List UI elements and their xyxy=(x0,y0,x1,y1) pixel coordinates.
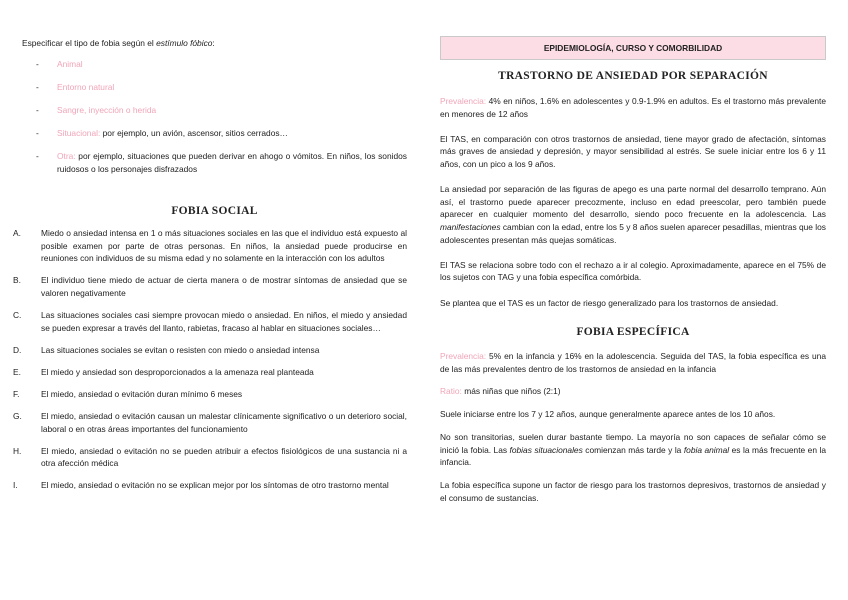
criteria-list xyxy=(13,227,407,501)
list-item: A. Miedo o ansiedad intensa en 1 o más situaciones sociales en las que el individuo está expuesto al posible examen por parte de otras personas. En niños, la ansiedad puede producirse en reuniones con individuos de su misma edad y no solamente en la interacción con los adultos xyxy=(13,228,407,264)
list-item: F. El miedo, ansiedad o evitación duran mínimo 6 meses xyxy=(13,388,243,399)
fe-paragraph: Suele iniciarse entre los 7 y 12 años, aunque generalmente aparece antes de los 10 años. xyxy=(440,409,776,420)
specific-phobia-heading: FOBIA ESPECÍFICA xyxy=(576,326,690,338)
list-item: C. Las situaciones sociales casi siempre provocan miedo o ansiedad. En niños, el miedo y ansiedad se pueden expresar a través del llanto, rabietas, fracaso al hablar en situaciones sociales… xyxy=(13,309,407,333)
tas-paragraph: La ansiedad por separación de las figuras de apego es una parte normal del desarrollo temprano. Aún así, el trastorno puede aparecer precozmente, incluso en edad preescolar, pero también puede aparecer en cualquier momento del desarrollo, siendo poco frecuente en la adolescencia. Las manifestaciones cambian con la edad, entre los 5 y 8 años suelen aparecer pesadillas, mientras que los adolescentes presentan más quejas somáticas. xyxy=(440,184,826,245)
epidemiology-banner: EPIDEMIOLOGÍA, CURSO Y COMORBILIDAD xyxy=(440,36,826,60)
fe-paragraph: La fobia específica supone un factor de riesgo para los trastornos depresivos, trastornos de ansiedad y el consumo de sustancias. xyxy=(440,479,826,503)
list-item: E. El miedo y ansiedad son desproporcionados a la amenaza real planteada xyxy=(13,366,314,377)
specify-phobia-title: Especificar el tipo de fobia según el estímulo fóbico: xyxy=(22,38,215,48)
fe-prevalence: Prevalencia: 5% en la infancia y 16% en la adolescencia. Seguida del TAS, la fobia específica es una de las más prevalentes dentro de los trastornos de ansiedad en la infancia xyxy=(440,351,826,374)
tas-heading: TRASTORNO DE ANSIEDAD POR SEPARACIÓN xyxy=(498,70,768,82)
list-item: - Otra: por ejemplo, situaciones que pueden derivar en ahogo o vómitos. En niños, los sonidos ruidosos o los personajes disfrazados xyxy=(36,150,407,174)
tas-section xyxy=(440,95,826,322)
list-item: H. El miedo, ansiedad o evitación no se pueden atribuir a efectos fisiológicos de una sustancia ni a otra afección médica xyxy=(13,445,407,469)
fe-paragraph: No son transitorias, suelen durar bastante tiempo. La mayoría no son capaces de señalar cómo se inició la fobia. Las fobias situacionales comienzan más tarde y la fobia animal es la más frecuente en la infancia. xyxy=(440,431,826,468)
specific-phobia-section xyxy=(440,350,826,514)
phobia-type-list xyxy=(22,58,407,186)
tas-paragraph: El TAS, en comparación con otros trastornos de ansiedad, tiene mayor grado de afectación, síntomas más graves de ansiedad y depresión, y mayor sensibilidad al estrés. Se suele iniciar entre los 6 y 11 años, con un pico a los 9 años. xyxy=(440,133,826,169)
list-item: - Sangre, inyección o herida xyxy=(36,104,157,115)
list-item: I. El miedo, ansiedad o evitación no se explican mejor por los síntomas de otro trastorno mental xyxy=(13,480,389,491)
social-phobia-heading: FOBIA SOCIAL xyxy=(171,205,258,217)
list-item: - Situacional: por ejemplo, un avión, ascensor, sitios cerrados… xyxy=(36,127,288,138)
tas-paragraph: El TAS se relaciona sobre todo con el rechazo a ir al colegio. Aproximadamente, aparece en el 75% de los sujetos con TAG y una fobia específica comórbida. xyxy=(440,259,826,283)
tas-paragraph: Se plantea que el TAS es un factor de riesgo generalizado para los trastornos de ansiedad. xyxy=(440,297,779,308)
tas-prevalence: Prevalencia: 4% en niños, 1.6% en adolescentes y 0.9-1.9% en adultos. Es el trastorno más prevalente en menores de 12 años xyxy=(440,96,826,119)
list-item: B. El individuo tiene miedo de actuar de cierta manera o de mostrar síntomas de ansiedad que se valoren negativamente xyxy=(13,275,407,298)
list-item: - Entorno natural xyxy=(36,81,115,92)
list-item: G. El miedo, ansiedad o evitación causan un malestar clínicamente significativo o un deterioro social, laboral o en otras áreas importantes del funcionamiento xyxy=(13,410,407,434)
fe-ratio: Ratio: más niñas que niños (2:1) xyxy=(440,386,561,397)
list-item: D. Las situaciones sociales se evitan o resisten con miedo o ansiedad intensa xyxy=(13,344,320,355)
list-item: - Animal xyxy=(36,59,83,69)
